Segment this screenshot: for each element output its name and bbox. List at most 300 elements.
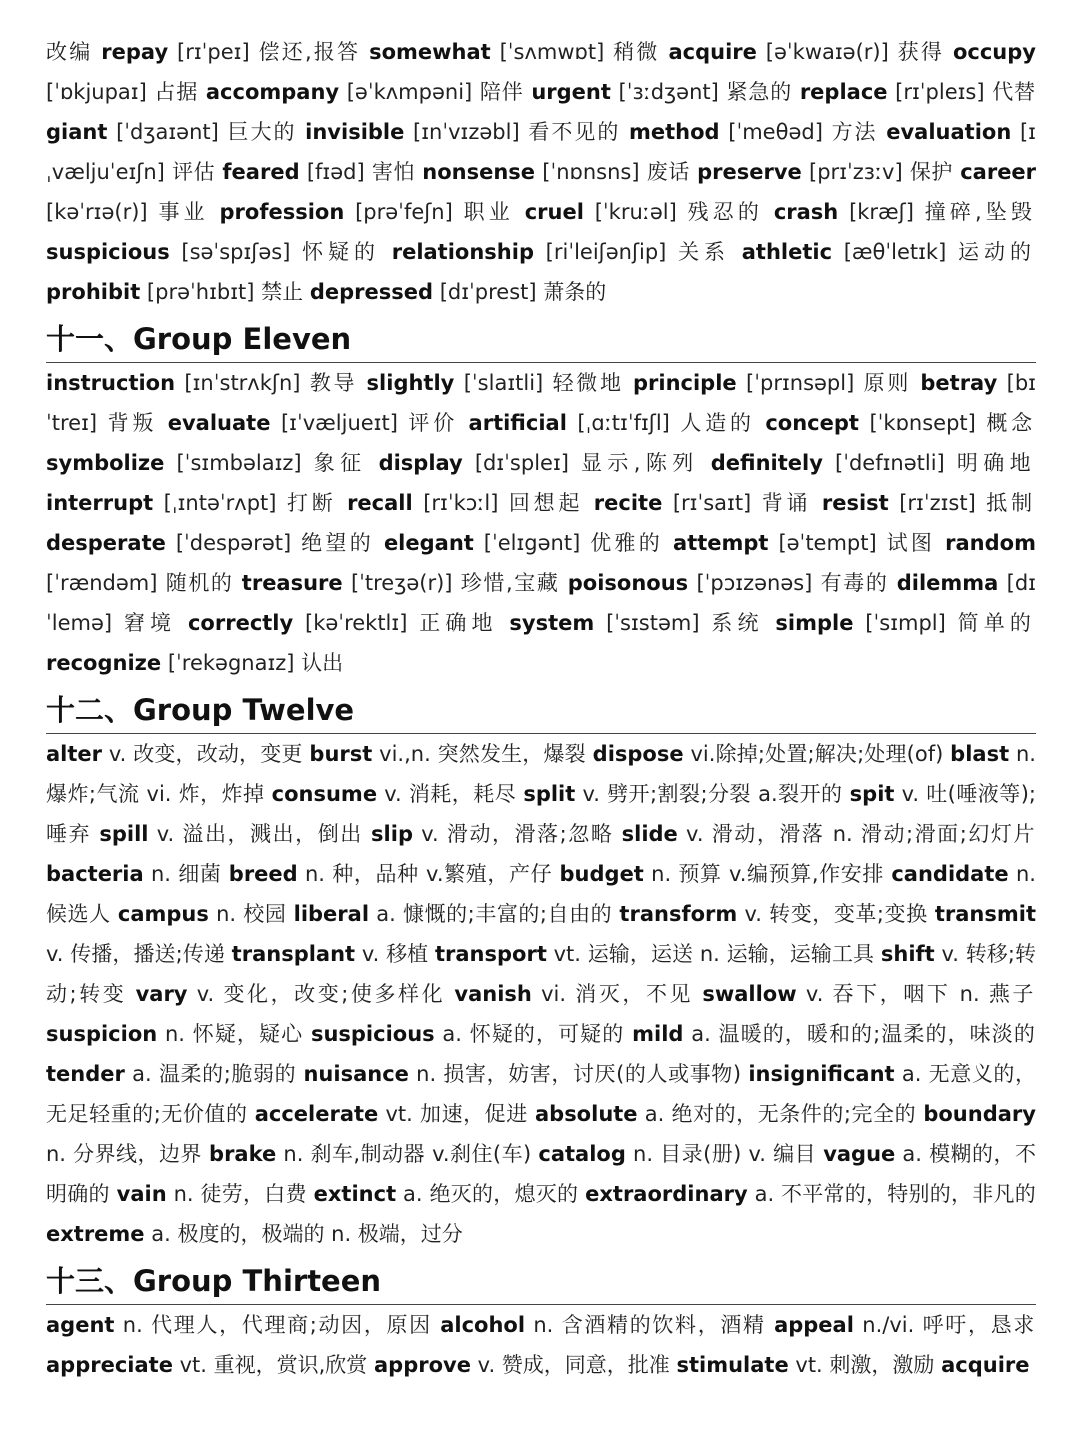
- word-entry: [619, 902, 934, 926]
- headword: treasure: [241, 571, 343, 595]
- meaning: v. 消耗，耗尽: [384, 782, 517, 806]
- meaning: v. 变化，改变;使多样化: [196, 982, 446, 1006]
- meaning: a. 怀疑的，可疑的: [442, 1022, 625, 1046]
- headword: somewhat: [369, 40, 491, 64]
- meaning: 占据: [154, 80, 199, 104]
- meaning: v. 吐(唾液等);唾弃: [46, 782, 1036, 846]
- word-entry: [188, 611, 509, 635]
- meaning: 获得: [897, 40, 945, 64]
- word-entry: [294, 902, 620, 926]
- word-entry: [229, 862, 560, 886]
- word-entry: [435, 942, 881, 966]
- phonetic: [rɪˈsaɪt]: [672, 491, 752, 515]
- meaning: 原则: [863, 371, 912, 395]
- word-entry: [46, 40, 101, 64]
- phonetic: [ˈdʒaɪənt]: [116, 120, 219, 144]
- meaning: v. 滑动，滑落;忽略: [421, 822, 614, 846]
- word-entry: [629, 120, 886, 144]
- meaning: vi. 消灭，不见: [541, 982, 694, 1006]
- meaning: 回想起: [508, 491, 584, 515]
- word-entry: [46, 1353, 374, 1377]
- meaning: 评价: [408, 411, 459, 435]
- headword: replace: [799, 80, 888, 104]
- section-group-twelve: [46, 691, 1036, 1254]
- headword: desperate: [46, 531, 166, 555]
- meaning: 关系: [678, 240, 731, 264]
- meaning: n. 代理人，代理商;动因，原因: [122, 1313, 432, 1337]
- headword: spill: [99, 822, 149, 846]
- word-entry: [347, 491, 594, 515]
- headword: dilemma: [896, 571, 999, 595]
- meaning: 明确地: [956, 451, 1036, 475]
- phonetic: [ˈtreʒə(r)]: [350, 571, 453, 595]
- word-entry: [46, 1022, 311, 1046]
- headword: acquire: [668, 40, 757, 64]
- word-entry: [314, 1182, 585, 1206]
- meaning: vt. 运输，运送 n. 运输，运输工具: [553, 942, 875, 966]
- meaning: 教导: [309, 371, 358, 395]
- headword: definitely: [710, 451, 823, 475]
- headword: split: [523, 782, 576, 806]
- headword: slightly: [366, 371, 455, 395]
- phonetic: [ˈsʌmwɒt]: [499, 40, 605, 64]
- headword: burst: [309, 742, 373, 766]
- word-entry: [46, 451, 379, 475]
- meaning: n. 预算 v.编预算,作安排: [651, 862, 885, 886]
- phonetic: [bɪˈtreɪ]: [46, 371, 1036, 435]
- headword: method: [629, 120, 720, 144]
- phonetic: [ɪˌvæljuˈeɪʃn]: [46, 120, 1036, 184]
- phonetic: [ˈnɒnsns]: [542, 160, 640, 184]
- meaning: n. 目录(册) v. 编目: [633, 1142, 817, 1166]
- meaning: 害怕: [371, 160, 416, 184]
- meaning: 系统: [711, 611, 764, 635]
- word-entry: [168, 411, 469, 435]
- meaning: n. 种，品种 v.繁殖，产仔: [304, 862, 553, 886]
- headword: blast: [950, 742, 1010, 766]
- word-entry: [242, 571, 568, 595]
- meaning: n. 爆炸;气流 vi. 炸，炸掉: [46, 742, 1036, 806]
- meaning: 认出: [301, 651, 344, 675]
- phonetic: [rɪˈpeɪ]: [177, 40, 250, 64]
- headword: symbolize: [46, 451, 165, 475]
- phonetic: [rɪˈkɔːl]: [423, 491, 499, 515]
- headword: slip: [371, 822, 413, 846]
- headword: instruction: [46, 371, 176, 395]
- headword: campus: [117, 902, 209, 926]
- headword: depressed: [309, 280, 434, 304]
- meaning: 陪伴: [479, 80, 524, 104]
- word-entry: [371, 822, 622, 846]
- meaning: v. 劈开;割裂;分裂 a.裂开的: [582, 782, 843, 806]
- headword: appeal: [774, 1313, 854, 1337]
- headword: extraordinary: [585, 1182, 748, 1206]
- headword: invisible: [305, 120, 405, 144]
- word-list: [46, 363, 1036, 683]
- word-entry: [46, 1313, 440, 1337]
- phonetic: [səˈspɪʃəs]: [181, 240, 291, 264]
- headword: swallow: [702, 982, 797, 1006]
- meaning: 运动的: [957, 240, 1036, 264]
- meaning: n. 校园: [216, 902, 287, 926]
- headword: liberal: [293, 902, 370, 926]
- word-entry: [99, 822, 371, 846]
- word-entry: [673, 531, 945, 555]
- meaning: a. 极度的，极端的 n. 极端，过分: [151, 1222, 463, 1246]
- word-entry: [535, 1102, 923, 1126]
- word-entry: [774, 200, 1036, 224]
- headword: shift: [880, 942, 935, 966]
- meaning: n. 含酒精的饮料，酒精: [533, 1313, 766, 1337]
- headword: system: [509, 611, 595, 635]
- meaning: 巨大的: [227, 120, 297, 144]
- headword: boundary: [923, 1102, 1036, 1126]
- word-entry: [255, 1102, 535, 1126]
- meaning: 简单的: [957, 611, 1036, 635]
- meaning: v. 转移;转动;转变: [46, 942, 1036, 1006]
- meaning: 事业: [158, 200, 209, 224]
- headword: appreciate: [46, 1353, 173, 1377]
- word-entry: [379, 451, 711, 475]
- word-entry: [220, 200, 525, 224]
- phonetic: [kræʃ]: [849, 200, 914, 224]
- word-entry: [585, 1182, 1036, 1206]
- phonetic: [əˈkʌmpəni]: [346, 80, 473, 104]
- headword: crash: [773, 200, 839, 224]
- headword: tender: [46, 1062, 125, 1086]
- meaning: a. 无意义的，无足轻重的;无价值的: [46, 1062, 1037, 1126]
- word-list: [46, 1305, 1036, 1385]
- headword: transmit: [934, 902, 1036, 926]
- word-entry: [697, 160, 960, 184]
- phonetic: [ˈsɪstəm]: [606, 611, 700, 635]
- phonetic: [ˌɪntəˈrʌpt]: [163, 491, 277, 515]
- headword: interrupt: [46, 491, 154, 515]
- meaning: n. 徒劳，白费: [173, 1182, 307, 1206]
- phonetic: [ˈsɪmbəlaɪz]: [176, 451, 302, 475]
- meaning: v. 赞成，同意，批准: [477, 1353, 670, 1377]
- word-entry: [46, 120, 305, 144]
- word-entry: [232, 942, 435, 966]
- headword: spit: [849, 782, 895, 806]
- meaning: n. 怀疑，疑心: [164, 1022, 304, 1046]
- meaning: 背叛: [107, 411, 158, 435]
- word-entry: [222, 160, 422, 184]
- meaning: 偿还,报答: [258, 40, 361, 64]
- headword: urgent: [531, 80, 611, 104]
- meaning: vt. 刺激，激励: [795, 1353, 935, 1377]
- headword: insignificant: [748, 1062, 895, 1086]
- headword: nonsense: [422, 160, 536, 184]
- headword: simple: [775, 611, 854, 635]
- meaning: 废话: [646, 160, 690, 184]
- word-entry: [46, 1062, 303, 1086]
- headword: suspicious: [310, 1022, 435, 1046]
- headword: principle: [633, 371, 737, 395]
- phonetic: [rɪˈpleɪs]: [895, 80, 985, 104]
- word-entry: [46, 491, 347, 515]
- headword: athletic: [741, 240, 833, 264]
- headword: approve: [374, 1353, 471, 1377]
- meaning: 正确地: [419, 611, 498, 635]
- meaning: 象征: [313, 451, 367, 475]
- word-entry: [594, 491, 822, 515]
- meaning: v. 转变，变革;变换: [744, 902, 928, 926]
- phonetic: [prəˈfeʃn]: [355, 200, 453, 224]
- word-entry: [800, 80, 1036, 104]
- phonetic: [ɪˈvæljueɪt]: [280, 411, 398, 435]
- headword: attempt: [673, 531, 769, 555]
- meaning: v. 滑动，滑落 n. 滑动;滑面;幻灯片: [686, 822, 1036, 846]
- word-entry: [303, 1062, 748, 1086]
- meaning: vi.除掉;处置;解决;处理(of): [690, 742, 944, 766]
- phonetic: [ˈkɒnsept]: [869, 411, 976, 435]
- headword: consume: [271, 782, 378, 806]
- word-list: [46, 32, 1036, 312]
- word-entry: [668, 40, 952, 64]
- section-heading: 十三、Group Thirteen: [46, 1262, 1036, 1305]
- headword: acquire: [941, 1353, 1030, 1377]
- phonetic: [ˈelɪgənt]: [483, 531, 581, 555]
- headword: display: [378, 451, 463, 475]
- word-entry: [367, 371, 633, 395]
- section-group-ten-tail: [46, 32, 1036, 312]
- headword: vague: [823, 1142, 896, 1166]
- headword: transport: [434, 942, 547, 966]
- meaning: 珍惜,宝藏: [460, 571, 560, 595]
- meaning: 试图: [886, 531, 936, 555]
- meaning: a. 绝对的，无条件的;完全的: [644, 1102, 917, 1126]
- headword: suspicious: [46, 240, 170, 264]
- word-entry: [46, 371, 367, 395]
- word-entry: [632, 1022, 1036, 1046]
- meaning: v. 传播，播送;传递: [46, 942, 225, 966]
- word-entry: [454, 982, 702, 1006]
- phonetic: [əˈkwaɪə(r)]: [765, 40, 889, 64]
- word-entry: [742, 240, 1036, 264]
- headword: alter: [46, 742, 103, 766]
- phonetic: [ˈdespərət]: [175, 531, 292, 555]
- headword: betray: [920, 371, 998, 395]
- phonetic: [kəˈrɪə(r)]: [46, 200, 148, 224]
- word-entry: [560, 862, 892, 886]
- word-entry: [711, 451, 1036, 475]
- meaning: 随机的: [165, 571, 234, 595]
- word-entry: [101, 40, 369, 64]
- word-entry: [136, 982, 455, 1006]
- meaning: 显示,陈列: [581, 451, 699, 475]
- headword: alcohol: [440, 1313, 526, 1337]
- phonetic: [ˈrekəgnaɪz]: [167, 651, 295, 675]
- word-entry: [422, 160, 697, 184]
- headword: relationship: [391, 240, 534, 264]
- headword: suspicion: [46, 1022, 158, 1046]
- headword: budget: [559, 862, 644, 886]
- word-entry: [622, 822, 1036, 846]
- meaning: 人造的: [680, 411, 755, 435]
- headword: random: [945, 531, 1036, 555]
- headword: accompany: [205, 80, 340, 104]
- word-entry: [774, 1313, 1036, 1337]
- word-entry: [509, 611, 775, 635]
- section-heading: 十一、Group Eleven: [46, 320, 1036, 363]
- phonetic: [rɪˈzɪst]: [899, 491, 976, 515]
- word-entry: [941, 1353, 1029, 1377]
- meaning: a. 不平常的，特别的，非凡的: [754, 1182, 1036, 1206]
- word-entry: [593, 742, 951, 766]
- meaning: 代替: [992, 80, 1037, 104]
- headword: concept: [765, 411, 859, 435]
- section-group-thirteen: [46, 1262, 1036, 1385]
- headword: giant: [46, 120, 108, 144]
- word-entry: [310, 280, 606, 304]
- headword: correctly: [187, 611, 294, 635]
- word-entry: [384, 531, 673, 555]
- headword: mild: [632, 1022, 684, 1046]
- meaning: 评估: [172, 160, 216, 184]
- word-entry: [822, 491, 1036, 515]
- word-entry: [469, 411, 766, 435]
- headword: vanish: [454, 982, 532, 1006]
- meaning: a. 温暖的，暖和的;温柔的，味淡的: [691, 1022, 1036, 1046]
- word-entry: [523, 782, 849, 806]
- phonetic: [ˈdefɪnətli]: [835, 451, 945, 475]
- headword: dispose: [592, 742, 684, 766]
- headword: profession: [219, 200, 345, 224]
- word-entry: [311, 1022, 632, 1046]
- meaning: v. 移植: [361, 942, 429, 966]
- phonetic: [ˈprɪnsəpl]: [746, 371, 855, 395]
- word-entry: [633, 371, 920, 395]
- phonetic: [ˈsɪmpl]: [865, 611, 946, 635]
- word-entry: [305, 120, 629, 144]
- phonetic: [fɪəd]: [306, 160, 365, 184]
- vocabulary-page: [46, 28, 1036, 1385]
- headword: poisonous: [567, 571, 689, 595]
- meaning: a. 模糊的，不明确的: [46, 1142, 1036, 1206]
- headword: extinct: [313, 1182, 397, 1206]
- meaning: 保护: [909, 160, 953, 184]
- headword: elegant: [383, 531, 474, 555]
- meaning: 残忍的: [687, 200, 763, 224]
- word-list: [46, 734, 1036, 1254]
- headword: career: [960, 160, 1037, 184]
- section-heading: 十二、Group Twelve: [46, 691, 1036, 734]
- phonetic: [prɪˈzɜːv]: [809, 160, 903, 184]
- phonetic: [dɪˈprest]: [439, 280, 537, 304]
- meaning: 改编: [46, 40, 93, 64]
- word-entry: [775, 611, 1036, 635]
- meaning: 轻微地: [552, 371, 624, 395]
- word-entry: [46, 531, 384, 555]
- headword: feared: [222, 160, 300, 184]
- headword: vary: [135, 982, 188, 1006]
- meaning: n./vi. 呼吁，恳求: [862, 1313, 1036, 1337]
- meaning: n. 分界线，边界: [46, 1142, 202, 1166]
- word-entry: [525, 200, 774, 224]
- headword: stimulate: [676, 1353, 789, 1377]
- word-entry: [209, 1142, 538, 1166]
- meaning: 概念: [986, 411, 1036, 435]
- word-entry: [568, 571, 897, 595]
- meaning: 职业: [463, 200, 514, 224]
- headword: candidate: [891, 862, 1009, 886]
- phonetic: [ˈrændəm]: [46, 571, 158, 595]
- headword: evaluation: [886, 120, 1012, 144]
- word-entry: [374, 1353, 676, 1377]
- meaning: 打断: [286, 491, 337, 515]
- headword: cruel: [524, 200, 584, 224]
- word-entry: [309, 742, 592, 766]
- phonetic: [riˈleiʃənʃip]: [545, 240, 667, 264]
- meaning: n. 刹车,制动器 v.刹住(车): [283, 1142, 532, 1166]
- meaning: a. 慷慨的;丰富的;自由的: [376, 902, 613, 926]
- headword: nuisance: [303, 1062, 409, 1086]
- word-entry: [46, 280, 310, 304]
- meaning: 撞碎,坠毁: [924, 200, 1037, 224]
- word-entry: [272, 782, 524, 806]
- word-entry: [46, 862, 229, 886]
- word-entry: [440, 1313, 774, 1337]
- word-entry: [369, 40, 668, 64]
- headword: recall: [347, 491, 413, 515]
- headword: agent: [46, 1313, 115, 1337]
- headword: catalog: [538, 1142, 626, 1166]
- meaning: a. 温柔的;脆弱的: [132, 1062, 297, 1086]
- phonetic: [kəˈrektlɪ]: [305, 611, 408, 635]
- meaning: 看不见的: [528, 120, 621, 144]
- phonetic: [ɪnˈvɪzəbl]: [413, 120, 520, 144]
- word-entry: [531, 80, 800, 104]
- meaning: n. 损害，妨害，讨厌(的人或事物): [416, 1062, 742, 1086]
- headword: recognize: [46, 651, 162, 675]
- headword: artificial: [468, 411, 567, 435]
- headword: resist: [821, 491, 889, 515]
- headword: transform: [619, 902, 738, 926]
- section-group-eleven: [46, 320, 1036, 683]
- meaning: 怀疑的: [302, 240, 381, 264]
- headword: absolute: [534, 1102, 638, 1126]
- word-entry: [702, 982, 1036, 1006]
- headword: slide: [621, 822, 678, 846]
- headword: vain: [116, 1182, 167, 1206]
- headword: brake: [209, 1142, 277, 1166]
- meaning: a. 绝灭的，熄灭的: [403, 1182, 579, 1206]
- phonetic: [ˈmeθəd]: [728, 120, 823, 144]
- headword: accelerate: [254, 1102, 379, 1126]
- meaning: n. 候选人: [46, 862, 1036, 926]
- headword: extreme: [46, 1222, 145, 1246]
- phonetic: [dɪˈspleɪ]: [474, 451, 569, 475]
- headword: occupy: [952, 40, 1036, 64]
- word-entry: [676, 1353, 941, 1377]
- phonetic: [ˈpɔɪzənəs]: [696, 571, 813, 595]
- headword: transplant: [231, 942, 356, 966]
- word-entry: [206, 80, 531, 104]
- meaning: vt. 加速，促进: [385, 1102, 528, 1126]
- meaning: 绝望的: [301, 531, 374, 555]
- word-entry: [117, 1182, 314, 1206]
- word-entry: [46, 651, 343, 675]
- phonetic: [ˈɜːdʒənt]: [618, 80, 719, 104]
- meaning: v. 改变，改动，变更: [108, 742, 303, 766]
- meaning: v. 吞下，咽下 n. 燕子: [805, 982, 1036, 1006]
- headword: recite: [593, 491, 663, 515]
- headword: preserve: [697, 160, 802, 184]
- headword: evaluate: [167, 411, 271, 435]
- meaning: 优雅的: [590, 531, 664, 555]
- word-entry: [46, 742, 309, 766]
